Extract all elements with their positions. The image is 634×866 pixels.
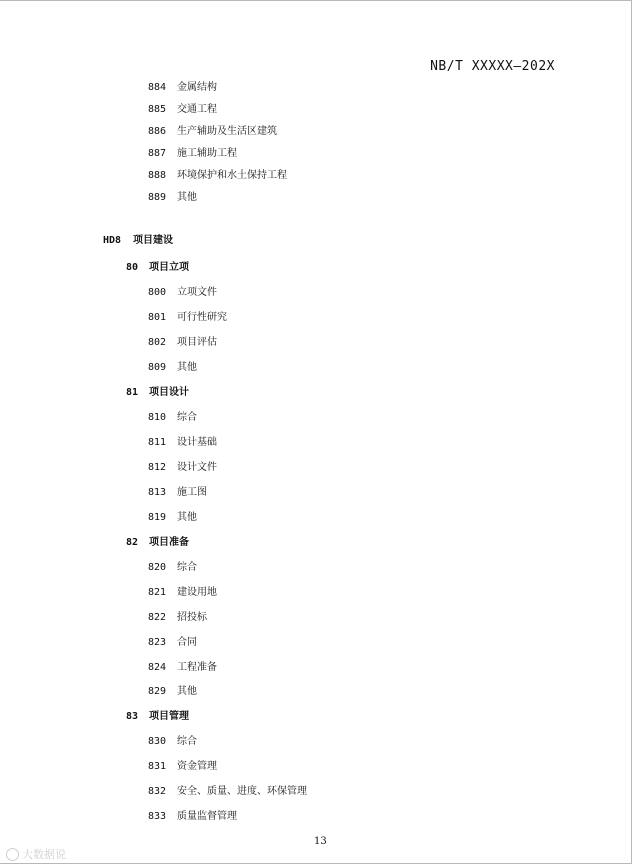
item-code: 809 [148, 362, 167, 373]
item-label: 工程准备 [177, 662, 217, 673]
list-item [148, 558, 197, 573]
item-label: 其他 [177, 192, 197, 203]
list-item [148, 458, 217, 473]
item-code: 889 [148, 192, 167, 203]
item-label: 施工辅助工程 [177, 148, 237, 159]
group-label: 项目准备 [149, 537, 189, 548]
watermark-text: 大数据说 [22, 848, 66, 861]
group-code: 80 [126, 262, 139, 273]
list-item [148, 433, 217, 448]
section-code: HD8 [103, 235, 122, 246]
list-item [148, 807, 237, 822]
watermark-logo-icon [6, 848, 19, 861]
item-label: 可行性研究 [177, 312, 227, 323]
item-label: 招投标 [177, 612, 207, 623]
list-item [148, 658, 217, 673]
document-code: NB/T XXXXX—202X [430, 59, 555, 74]
list-item [148, 166, 287, 181]
list-item [148, 358, 197, 373]
item-code: 802 [148, 337, 167, 348]
list-item [148, 682, 197, 697]
item-code: 830 [148, 736, 167, 747]
item-code: 824 [148, 662, 167, 673]
item-code: 822 [148, 612, 167, 623]
item-label: 安全、质量、进度、环保管理 [177, 786, 307, 797]
section-label: 项目建设 [133, 235, 173, 246]
section-heading [103, 231, 173, 246]
item-code: 832 [148, 786, 167, 797]
item-code: 829 [148, 686, 167, 697]
item-code: 819 [148, 512, 167, 523]
item-code: 888 [148, 170, 167, 181]
item-code: 812 [148, 462, 167, 473]
item-code: 885 [148, 104, 167, 115]
group-code: 81 [126, 387, 139, 398]
item-label: 金属结构 [177, 82, 217, 93]
item-code: 886 [148, 126, 167, 137]
item-code: 801 [148, 312, 167, 323]
item-code: 884 [148, 82, 167, 93]
item-code: 811 [148, 437, 167, 448]
item-label: 施工图 [177, 487, 207, 498]
group-heading [126, 383, 189, 398]
item-label: 设计基础 [177, 437, 217, 448]
list-item [148, 308, 227, 323]
list-item [148, 408, 197, 423]
group-heading [126, 258, 189, 273]
item-code: 813 [148, 487, 167, 498]
group-label: 项目立项 [149, 262, 189, 273]
group-heading [126, 707, 189, 722]
list-item [148, 633, 197, 648]
list-item [148, 144, 237, 159]
list-item [148, 508, 197, 523]
item-code: 887 [148, 148, 167, 159]
item-label: 立项文件 [177, 287, 217, 298]
list-item [148, 283, 217, 298]
item-code: 831 [148, 761, 167, 772]
group-label: 项目设计 [149, 387, 189, 398]
item-code: 833 [148, 811, 167, 822]
item-label: 综合 [177, 736, 197, 747]
item-label: 设计文件 [177, 462, 217, 473]
list-item [148, 188, 197, 203]
list-item [148, 483, 207, 498]
item-label: 生产辅助及生活区建筑 [177, 126, 277, 137]
item-code: 821 [148, 587, 167, 598]
group-code: 83 [126, 711, 139, 722]
item-label: 环境保护和水土保持工程 [177, 170, 287, 181]
item-label: 质量监督管理 [177, 811, 237, 822]
watermark [6, 846, 66, 862]
group-label: 项目管理 [149, 711, 189, 722]
item-label: 合同 [177, 637, 197, 648]
list-item [148, 583, 217, 598]
list-item [148, 78, 217, 93]
list-item [148, 333, 217, 348]
item-code: 823 [148, 637, 167, 648]
list-item [148, 122, 277, 137]
item-code: 810 [148, 412, 167, 423]
item-code: 800 [148, 287, 167, 298]
item-label: 综合 [177, 412, 197, 423]
item-label: 项目评估 [177, 337, 217, 348]
item-code: 820 [148, 562, 167, 573]
list-item [148, 757, 217, 772]
item-label: 建设用地 [177, 587, 217, 598]
item-label: 综合 [177, 562, 197, 573]
list-item [148, 100, 217, 115]
list-item [148, 782, 307, 797]
item-label: 其他 [177, 686, 197, 697]
item-label: 其他 [177, 512, 197, 523]
item-label: 交通工程 [177, 104, 217, 115]
list-item [148, 608, 207, 623]
item-label: 资金管理 [177, 761, 217, 772]
list-item [148, 732, 197, 747]
item-label: 其他 [177, 362, 197, 373]
page-number: 13 [314, 836, 327, 847]
group-heading [126, 533, 189, 548]
group-code: 82 [126, 537, 139, 548]
